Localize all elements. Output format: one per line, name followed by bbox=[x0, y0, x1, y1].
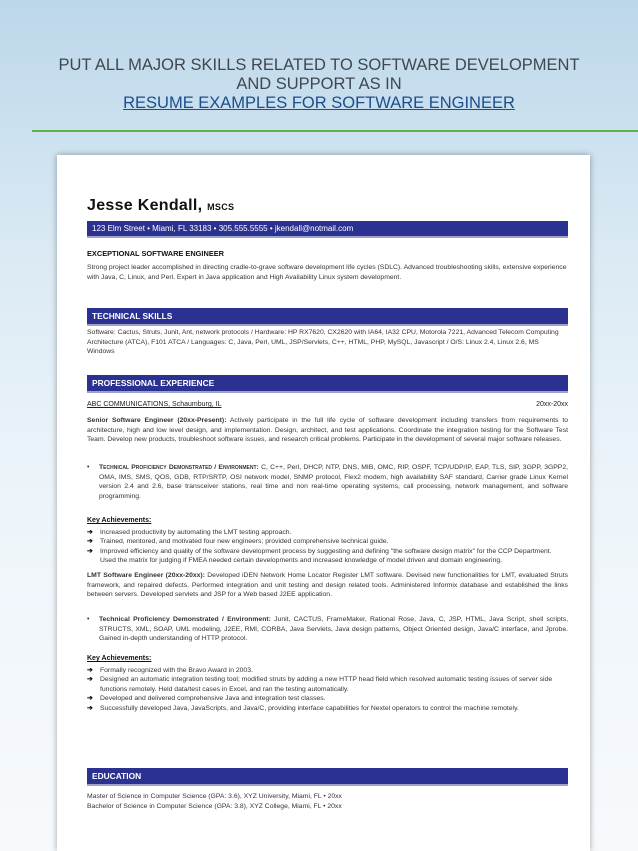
technical-skills-text: Software: Cactus, Struts, Junit, Ant, network protocols / Hardware: HP RX7620, CX2620 with IA64, IA32 CPU, Motorola 7221, Advanced Telecom Computing Architecture (ATCA), F101 ATCA / Languages: C, Java, Perl, UML, JSP/Servlets, C++, HTML, PHP, MySQL, Javascript / O/S: Linux 2.4, Linux 2.6, MS Windows bbox=[87, 329, 559, 356]
job1-desc: Actively participate in the full life cycle of software development including transfers from requirements to architecture, high and low level design, and implementation. Design, architect, and test applications. Coordinate the integration testing for the Software Test Team. Develop new products, troubleshoot software issues, and research critical problems. Participate in the development of several major software releases. bbox=[87, 417, 568, 444]
job1-key-label: Key Achievements: bbox=[87, 517, 152, 524]
arrow-icon: ➔ bbox=[87, 667, 93, 674]
list-item: Bachelor of Science in Computer Science (GPA: 3.8), XYZ College, Miami, FL • 20xx bbox=[87, 802, 342, 810]
job1-title: Senior Software Engineer (20xx-Present): bbox=[87, 417, 227, 424]
job1-tech bbox=[87, 463, 568, 501]
contact-bar: 123 Elm Street • Miami, FL 33183 • 305.555.5555 • jkendall@notmail.com bbox=[87, 221, 568, 238]
arrow-icon: ➔ bbox=[87, 676, 93, 684]
job2-title: LMT Software Engineer (20xx-20xx): bbox=[87, 572, 205, 579]
title-divider bbox=[32, 130, 638, 132]
list-item: ➔ Developed and delivered comprehensive Java and integration test classes. bbox=[87, 695, 326, 703]
education-list bbox=[87, 792, 568, 811]
resume-examples-link[interactable]: RESUME EXAMPLES FOR SOFTWARE ENGINEER bbox=[123, 94, 515, 112]
company-row bbox=[87, 401, 568, 408]
job2-tech bbox=[87, 615, 568, 644]
list-item: Master of Science in Computer Science (GPA: 3.6), XYZ University, Miami, FL • 20xx bbox=[87, 793, 342, 800]
company-name: ABC COMMUNICATIONS, Schaumburg, IL bbox=[87, 401, 222, 408]
arrow-icon: ➔ bbox=[87, 695, 93, 703]
job2-tech-text: Junit, CACTUS, FrameMaker, Rational Rose, Java, C, JSP, HTML, Java Script, shell scripts, STRUCTS, XML, SOAP, UML modeling, J2EE, RMI, CORBA, Java Servlets, Java design patterns, Object Oriented design, Java/C interface, and Jprobe. Gained in-depth understanding of HTTP protocol. bbox=[99, 616, 568, 643]
job2-description bbox=[87, 571, 568, 600]
company-dates: 20xx-20xx bbox=[536, 401, 568, 408]
list-item: ➔ Trained, mentored, and motivated four new engineers; provided comprehensive technical guide. bbox=[87, 538, 389, 546]
list-item: ➔ Formally recognized with the Bravo Award in 2003. bbox=[87, 667, 253, 674]
list-item: ➔ Improved efficiency and quality of the software development process by suggesting and defining "the software design matrix" for the CCP Department. Used the matrix for judging if FMEA needed certain developments and increased knowledge of model driven and domain engineering. bbox=[87, 547, 552, 565]
resume-document bbox=[57, 155, 590, 851]
job1-achievements bbox=[87, 528, 568, 566]
title-line-1: PUT ALL MAJOR SKILLS RELATED TO SOFTWARE DEVELOPMENT bbox=[58, 56, 580, 74]
list-item: ➔ Successfully developed Java, JavaScripts, and Java/C, providing interface capabilities for Nextel operators to control the machine remotely. bbox=[87, 704, 519, 712]
job2-desc: Developed iDEN Network Home Locator Register LMT software. Devised new functionalities for LMT, evaluated Struts framework, and repaired defects. Performed integration and unit testing and design related tools. Administered Informix database and established the links between servers. Developed servlets and JSP for a Web based J2EE application. bbox=[87, 572, 568, 599]
job1-tech-text: C, C++, Perl, DHCP, NTP, DNS, MIB, OMC, RIP, OSPF, TCP/UDP/IP, EAP, TLS, SIP, 3GPP, 3GPP2, OMA, IMS, SMS, QOS, GDB, RTP/SRTP, OSI network model, SNMP protocol, Flex2 modem, high availability SAF standard, Carrier grade Linux Kernel version 2.4 and 2.6, base transceiver stations, real time and non real-time operating systems, call processing, network management, and software programming. bbox=[99, 464, 569, 500]
job1-description bbox=[87, 416, 568, 445]
resume-credential: MSCS bbox=[207, 202, 235, 212]
list-item: ➔ Designed an automatic integration testing tool; modified struts by adding a new HTTP head field which resolved automatic testing issues of server side functions remotely. Held data/test cases in Excel, and ran the testing automatically. bbox=[87, 676, 553, 693]
headline: EXCEPTIONAL SOFTWARE ENGINEER bbox=[87, 249, 225, 258]
resume-name: Jesse Kendall, MSCS bbox=[87, 197, 235, 214]
slide-title bbox=[20, 56, 618, 113]
arrow-icon: ➔ bbox=[87, 538, 93, 546]
job2-tech-label: Technical Proficiency Demonstrated / Environment: bbox=[99, 616, 271, 623]
title-line-2: AND SUPPORT AS IN bbox=[236, 75, 402, 93]
summary: Strong project leader accomplished in directing cradle-to-grave software development life cycles (SDLC). Advanced troubleshooting skills, extensive experience with Java, C, Linux, and Perl. Expert in Java application and High Availability Linux system development. bbox=[87, 264, 567, 281]
education-header: EDUCATION bbox=[87, 768, 568, 786]
arrow-icon: ➔ bbox=[87, 704, 93, 712]
job2-key-label: Key Achievements: bbox=[87, 655, 152, 662]
job2-achievements bbox=[87, 666, 568, 713]
bullet-icon: • bbox=[87, 616, 90, 623]
experience-header: PROFESSIONAL EXPERIENCE bbox=[87, 375, 568, 393]
list-item: ➔ Increased productivity by automating the LMT testing approach. bbox=[87, 529, 292, 536]
job1-tech-label: Technical Proficiency Demonstrated / Environment: bbox=[99, 464, 259, 471]
technical-skills-header: TECHNICAL SKILLS bbox=[87, 308, 568, 326]
arrow-icon: ➔ bbox=[87, 547, 93, 555]
arrow-icon: ➔ bbox=[87, 529, 93, 536]
bullet-icon: • bbox=[87, 464, 90, 471]
